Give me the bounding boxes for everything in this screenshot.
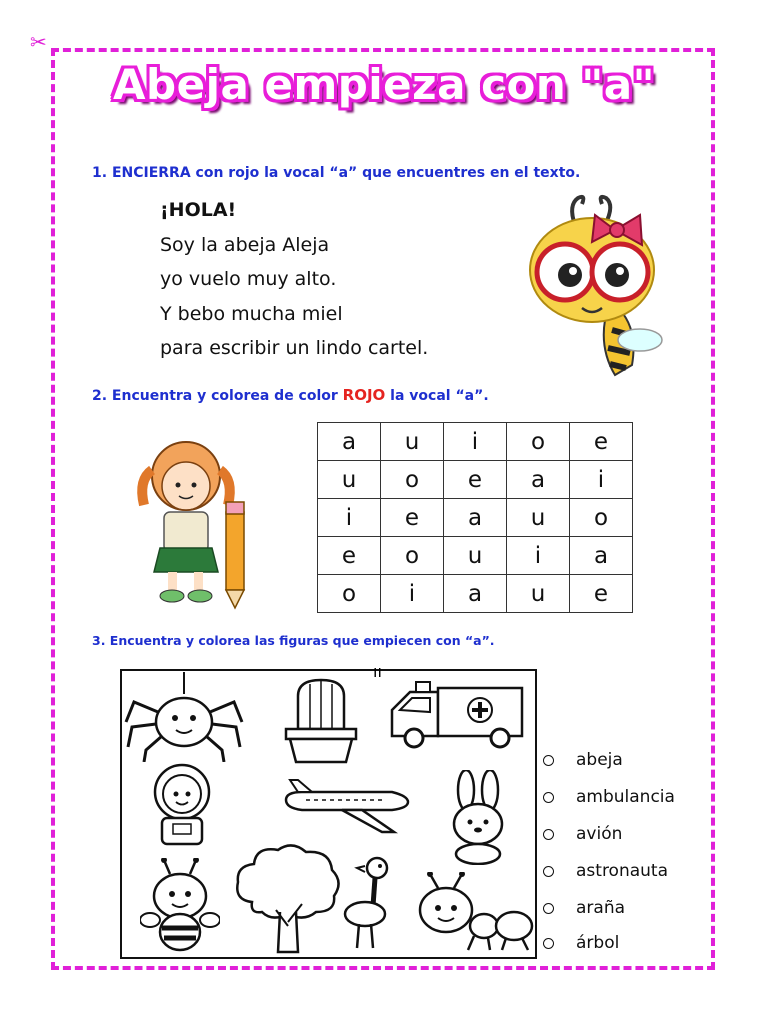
grid-cell[interactable]: e [318, 537, 381, 575]
grid-cell[interactable]: i [381, 575, 444, 613]
grid-cell[interactable]: a [318, 423, 381, 461]
spider-icon[interactable] [122, 672, 247, 762]
option-item[interactable] [543, 787, 675, 807]
scissors-icon: ✂ [30, 30, 47, 54]
instruction-2-text: Encuentra y colorea de color [107, 388, 343, 404]
option-item[interactable] [543, 750, 623, 770]
instruction-3 [92, 633, 495, 648]
poem-line: Soy la abeja Aleja [160, 233, 330, 256]
grid-cell[interactable]: a [444, 499, 507, 537]
grid-cell[interactable]: i [444, 423, 507, 461]
radio-circle-icon[interactable] [543, 829, 554, 840]
instruction-2 [92, 386, 489, 404]
grid-cell[interactable]: o [318, 575, 381, 613]
grid-cell[interactable]: u [381, 423, 444, 461]
ant-icon[interactable] [410, 872, 535, 952]
stray-mark: ıı [373, 662, 382, 681]
radio-circle-icon[interactable] [543, 792, 554, 803]
grid-cell[interactable]: e [570, 575, 633, 613]
grid-cell[interactable]: u [318, 461, 381, 499]
grid-cell[interactable]: a [570, 537, 633, 575]
ambulance-icon[interactable] [388, 680, 528, 752]
option-item[interactable] [543, 824, 622, 844]
option-label: araña [576, 898, 626, 918]
radio-circle-icon[interactable] [543, 938, 554, 949]
grid-cell[interactable]: a [444, 575, 507, 613]
option-item[interactable] [543, 933, 619, 953]
grid-cell[interactable]: u [507, 499, 570, 537]
girl-with-pencil-icon [128, 430, 268, 610]
radio-circle-icon[interactable] [543, 866, 554, 877]
instruction-2-highlight: ROJO [342, 386, 386, 404]
option-label: árbol [576, 933, 620, 953]
bee-icon [520, 190, 670, 385]
grid-cell[interactable]: e [444, 461, 507, 499]
bee-small-icon[interactable] [140, 858, 220, 953]
grid-cell[interactable]: o [507, 423, 570, 461]
grid-cell[interactable]: i [507, 537, 570, 575]
grid-cell[interactable]: o [570, 499, 633, 537]
instruction-1-text: con rojo la vocal “a” que encuentres en el texto. [190, 165, 581, 181]
instruction-2-text-after: la vocal “a”. [385, 388, 489, 404]
option-item[interactable] [543, 861, 668, 881]
grid-cell[interactable]: a [507, 461, 570, 499]
option-item[interactable] [543, 898, 625, 918]
rabbit-icon[interactable] [442, 770, 514, 865]
grid-cell[interactable]: o [381, 537, 444, 575]
option-label: ambulancia [576, 787, 675, 807]
tree-icon[interactable] [232, 842, 344, 954]
grid-cell[interactable]: i [318, 499, 381, 537]
instruction-3-text: Encuentra y colorea las figuras que empiecen con “a”. [105, 633, 495, 648]
astronaut-icon[interactable] [145, 762, 220, 852]
grid-cell[interactable]: e [381, 499, 444, 537]
instruction-1-bold: ENCIERRA [111, 165, 191, 181]
page-title: Abeja empieza con "a" [113, 60, 655, 109]
vowel-grid [317, 422, 633, 613]
instruction-3-number: 3. [92, 633, 106, 648]
cactus-icon[interactable] [280, 674, 362, 764]
grid-cell[interactable]: u [507, 575, 570, 613]
airplane-icon[interactable] [282, 778, 412, 838]
poem-line: ¡HOLA! [160, 199, 237, 221]
grid-cell[interactable]: o [381, 461, 444, 499]
instruction-2-number: 2. [92, 388, 108, 404]
option-label: abeja [576, 750, 623, 770]
grid-cell[interactable]: i [570, 461, 633, 499]
poem [160, 193, 428, 366]
poem-line: yo vuelo muy alto. [160, 268, 337, 290]
poem-line: Y bebo mucha miel [160, 302, 343, 325]
option-label: avión [576, 824, 623, 844]
radio-circle-icon[interactable] [543, 903, 554, 914]
grid-cell[interactable]: u [444, 537, 507, 575]
radio-circle-icon[interactable] [543, 755, 554, 766]
option-label: astronauta [576, 861, 669, 881]
ostrich-icon[interactable] [335, 856, 395, 951]
instruction-1 [92, 165, 580, 181]
instruction-1-number: 1. [92, 165, 108, 181]
poem-line: para escribir un lindo cartel. [160, 337, 429, 359]
grid-cell[interactable]: e [570, 423, 633, 461]
